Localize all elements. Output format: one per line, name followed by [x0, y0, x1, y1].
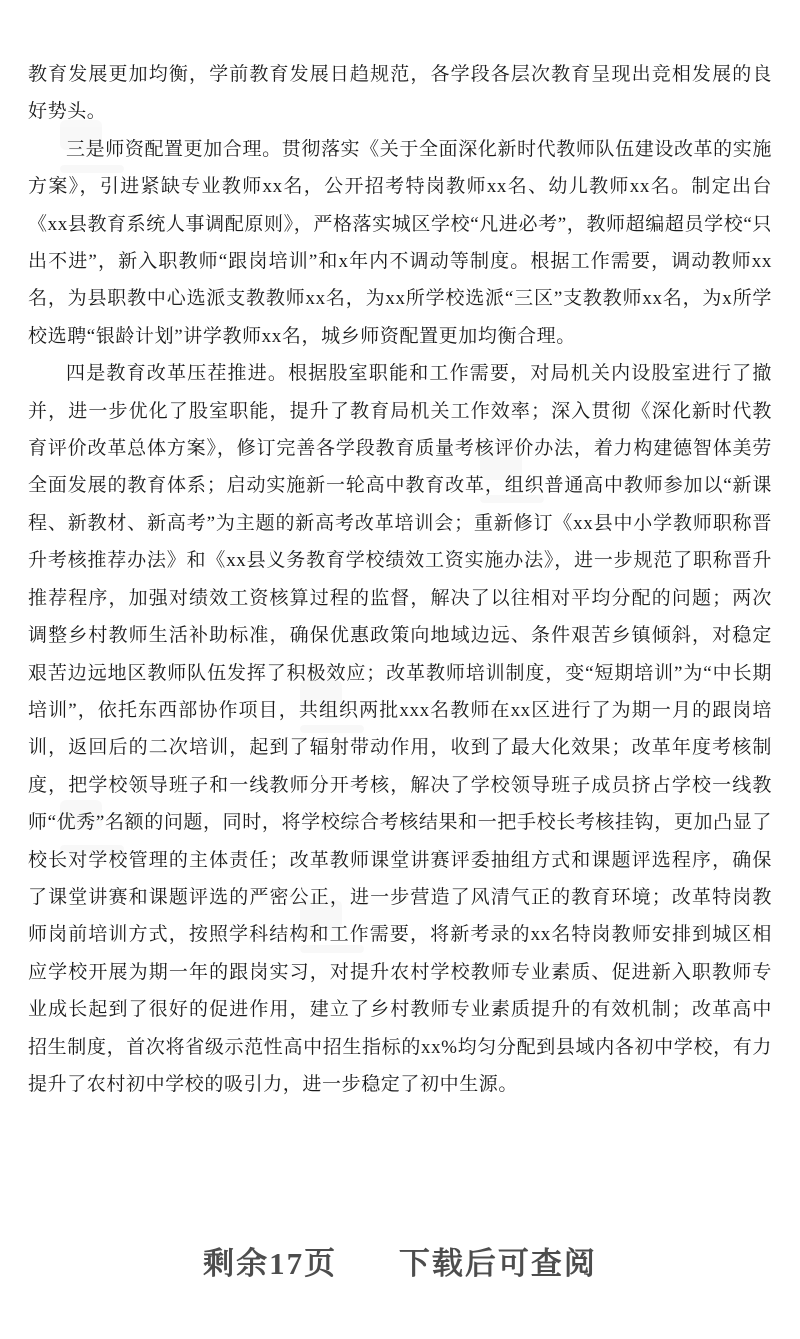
paragraph-teacher-allocation: 三是师资配置更加合理。贯彻落实《关于全面深化新时代教师队伍建设改革的实施方案》，引进紧缺专业教师xx名，公开招考特岗教师xx名、幼儿教师xx名。制定出台《xx县教育系统人事调配原则》，严格落实城区学校“凡进必考”，教师超编超员学校“只出不进”，新入职教师“跟岗培训”和x年内不调动等制度。根据工作需要，调动教师xx名，为县职教中心选派支教教师xx名，为xx所学校选派“三区”支教教师xx名，为x所学校选聘“银龄计划”讲学教师xx名，城乡师资配置更加均衡合理。 [28, 138, 772, 347]
paragraph-education-reform: 四是教育改革压茬推进。根据股室职能和工作需要，对局机关内设股室进行了撤并，进一步优化了股室职能，提升了教育局机关工作效率；深入贯彻《深化新时代教育评价改革总体方案》，修订完善各学段教育质量考核评价办法，着力构建德智体美劳全面发展的教育体系；启动实施新一轮高中教育改革，组织普通高中教师参加以“新课程、新教材、新高考”为主题的新高考改革培训会；重新修订《xx县中小学教师职称晋升考核推荐办法》和《xx县义务教育学校绩效工资实施办法》，进一步规范了职称晋升推荐程序，加强对绩效工资核算过程的监督，解决了以往相对平均分配的问题；两次调整乡村教师生活补助标准，确保优惠政策向地域边远、条件艰苦乡镇倾斜，对稳定艰苦边远地区教师队伍发挥了积极效应；改革教师培训制度，变“短期培训”为“中长期培训”，依托东西部协作项目，共组织两批xxx名教师在xx区进行了为期一月的跟岗培训，返回后的二次培训，起到了辐射带动作用，收到了最大化效果；改革年度考核制度，把学校领导班子和一线教师分开考核，解决了学校领导班子成员挤占学校一线教师“优秀”名额的问题，同时，将学校综合考核结果和一把手校长考核挂钩，更加凸显了校长对学校管理的主体责任；改革教师课堂讲赛评委抽组方式和课题评选程序，确保了课堂讲赛和课题评选的严密公正，进一步营造了风清气正的教育环境；改革特岗教师岗前培训方式，按照学科结构和工作需要，将新考录的xx名特岗教师安排到城区相应学校开展为期一年的跟岗实习，对提升农村学校教师专业素质、促进新入职教师专业成长起到了很好的促进作用，建立了乡村教师专业素质提升的有效机制；改革高中招生制度，首次将省级示范性高中招生指标的xx%均匀分配到县域内各初中学校，有力提升了农村初中学校的吸引力，进一步稳定了初中生源。 [28, 363, 772, 1095]
download-note-label: 下载后可查阅 [398, 1246, 597, 1281]
download-notice [0, 1238, 800, 1283]
document-content [28, 56, 772, 1103]
paragraph-continuation: 教育发展更加均衡，学前教育发展日趋规范，各学段各层次教育呈现出竞相发展的良好势头。 [28, 64, 772, 123]
remaining-pages-label: 剩余17页 [203, 1246, 338, 1281]
